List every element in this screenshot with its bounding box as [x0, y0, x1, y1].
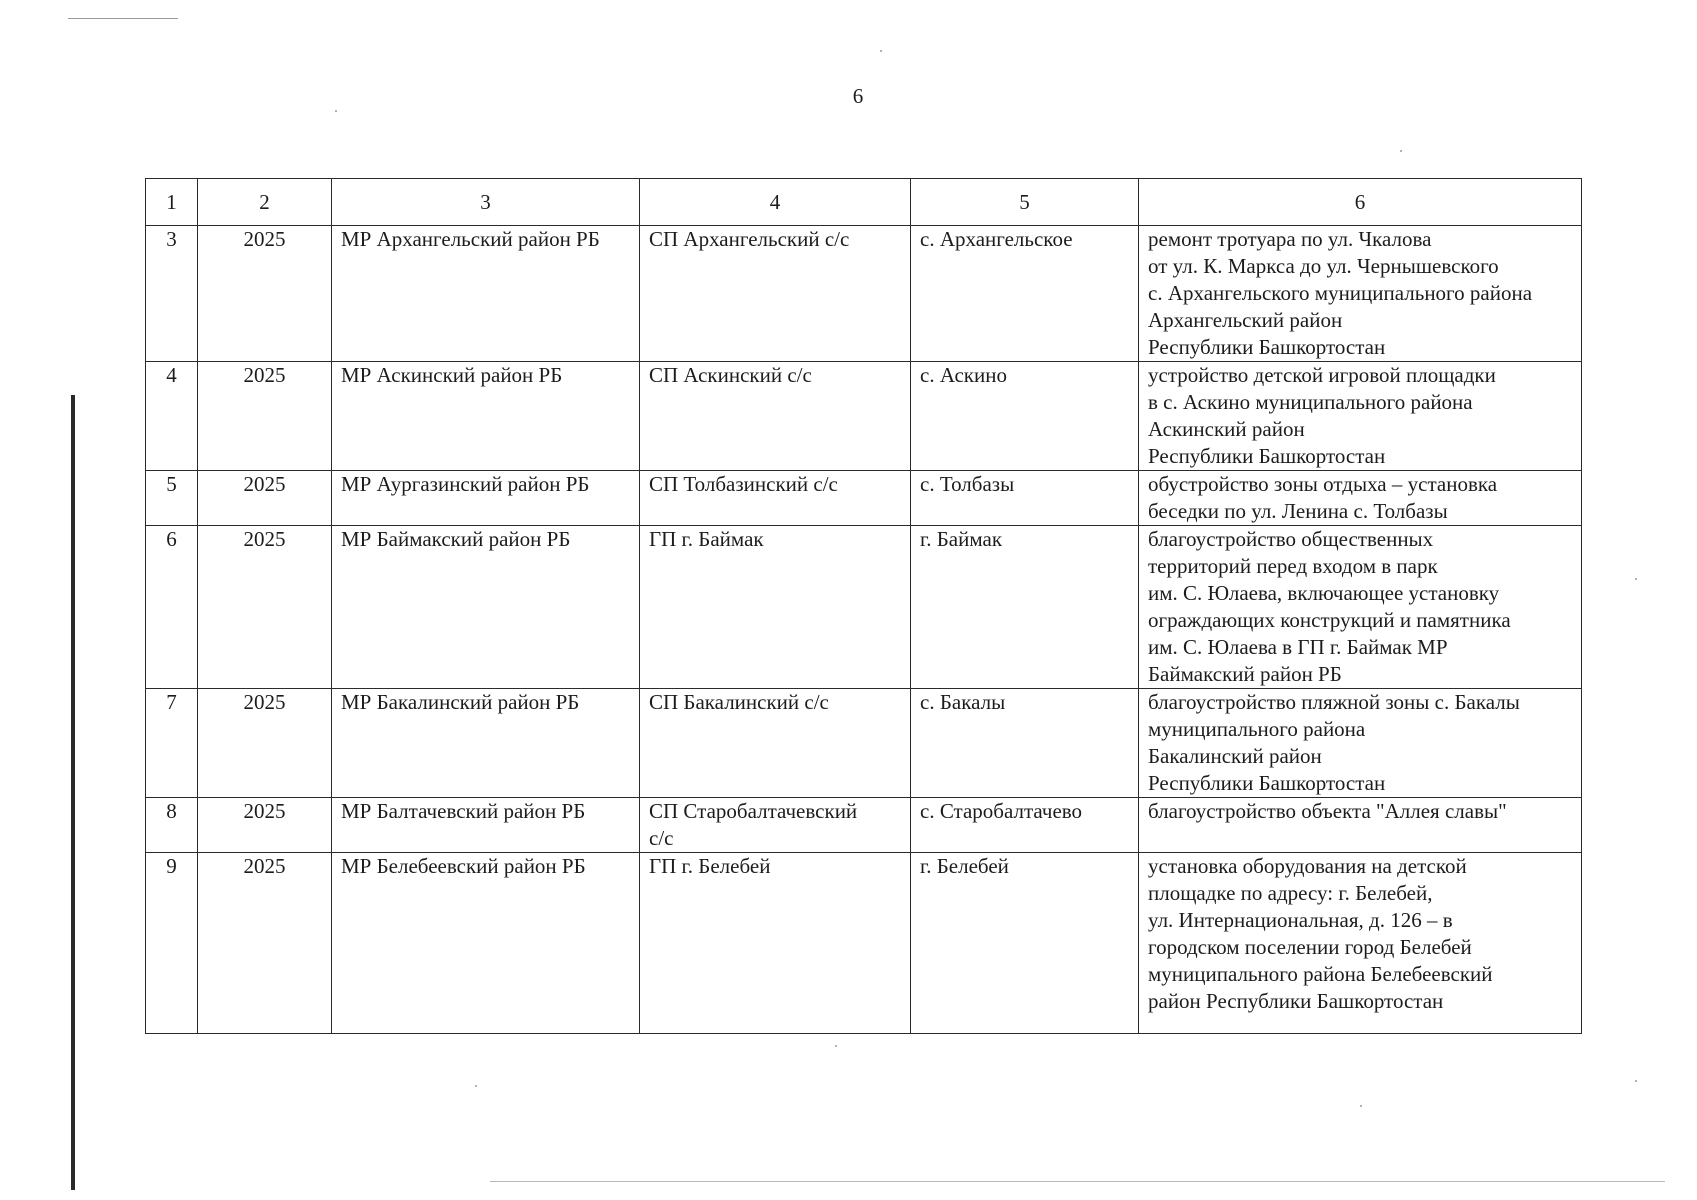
settlement-cell: [640, 362, 911, 471]
settlement-cell: [640, 226, 911, 362]
description-line: обустройство зоны отдыха – установка: [1148, 472, 1498, 496]
column-header: 4: [640, 179, 911, 226]
description-line: Архангельский район: [1148, 308, 1343, 332]
table-row: [146, 853, 1582, 1034]
description-line: территорий перед входом в парк: [1148, 554, 1438, 578]
table-row: [146, 798, 1582, 853]
district-cell: МР Белебеевский район РБ: [332, 853, 640, 1034]
year-cell: 2025: [198, 689, 332, 798]
scan-artifact-left-bar: [71, 395, 75, 1190]
scan-speck: [1360, 1105, 1362, 1107]
description-cell: [1139, 853, 1582, 1034]
table-row: [146, 526, 1582, 689]
description-line: устройство детской игровой площадки: [1148, 363, 1496, 387]
row-number-cell: 7: [146, 689, 198, 798]
description-line: с. Архангельского муниципального района: [1148, 281, 1533, 305]
table-header-row: [146, 179, 1582, 226]
description-line: Республики Башкортостан: [1148, 444, 1386, 468]
page-number: 6: [852, 84, 864, 108]
description-line: район Республики Башкортостан: [1148, 989, 1444, 1013]
description-line: ремонт тротуара по ул. Чкалова: [1148, 227, 1432, 251]
row-number-cell: 9: [146, 853, 198, 1034]
row-number-cell: 3: [146, 226, 198, 362]
row-number-cell: 8: [146, 798, 198, 853]
row-number-cell: 5: [146, 471, 198, 526]
description-line: благоустройство общественных: [1148, 527, 1434, 551]
projects-table: [145, 178, 1582, 1034]
district-cell: МР Балтачевский район РБ: [332, 798, 640, 853]
description-line: площадке по адресу: г. Белебей,: [1148, 881, 1433, 905]
locality-cell: с. Бакалы: [911, 689, 1139, 798]
description-line: Аскинский район: [1148, 417, 1305, 441]
column-header: 6: [1139, 179, 1582, 226]
settlement-cell: [640, 471, 911, 526]
district-cell: МР Аскинский район РБ: [332, 362, 640, 471]
description-line: благоустройство объекта "Аллея славы": [1148, 799, 1507, 823]
description-line: Республики Башкортостан: [1148, 335, 1386, 359]
description-line: ограждающих конструкций и памятника: [1148, 608, 1511, 632]
description-line: Республики Башкортостан: [1148, 771, 1386, 795]
settlement-line: ГП г. Белебей: [649, 854, 771, 878]
district-cell: МР Архангельский район РБ: [332, 226, 640, 362]
table-row: [146, 362, 1582, 471]
locality-cell: с. Толбазы: [911, 471, 1139, 526]
table-row: [146, 226, 1582, 362]
locality-cell: с. Аскино: [911, 362, 1139, 471]
year-cell: 2025: [198, 362, 332, 471]
scan-speck: [335, 110, 337, 112]
description-line: Бакалинский район: [1148, 744, 1322, 768]
scan-speck: [475, 1085, 477, 1087]
district-cell: МР Баймакский район РБ: [332, 526, 640, 689]
settlement-line: СП Архангельский с/с: [649, 227, 850, 251]
settlement-cell: [640, 853, 911, 1034]
locality-cell: с. Старобалтачево: [911, 798, 1139, 853]
table-row: [146, 689, 1582, 798]
locality-cell: с. Архангельское: [911, 226, 1139, 362]
scan-speck: [1400, 150, 1402, 152]
description-line: беседки по ул. Ленина с. Толбазы: [1148, 499, 1448, 523]
scan-speck: [1635, 578, 1637, 580]
description-line: ул. Интернациональная, д. 126 – в: [1148, 908, 1453, 932]
district-cell: МР Бакалинский район РБ: [332, 689, 640, 798]
settlement-line: ГП г. Баймак: [649, 527, 764, 551]
description-cell: [1139, 798, 1582, 853]
settlement-line: СП Старобалтачевский: [649, 799, 858, 823]
row-number-cell: 6: [146, 526, 198, 689]
column-header: 5: [911, 179, 1139, 226]
description-cell: [1139, 471, 1582, 526]
description-line: благоустройство пляжной зоны с. Бакалы: [1148, 690, 1520, 714]
description-line: им. С. Юлаева, включающее установку: [1148, 581, 1500, 605]
scan-speck: [880, 50, 882, 52]
description-line: от ул. К. Маркса до ул. Чернышевского: [1148, 254, 1499, 278]
description-cell: [1139, 526, 1582, 689]
year-cell: 2025: [198, 226, 332, 362]
settlement-line: СП Толбазинский с/с: [649, 472, 838, 496]
settlement-cell: [640, 798, 911, 853]
description-line: им. С. Юлаева в ГП г. Баймак МР: [1148, 635, 1448, 659]
description-line: муниципального района Белебеевский: [1148, 962, 1493, 986]
settlement-line: СП Аскинский с/с: [649, 363, 812, 387]
year-cell: 2025: [198, 798, 332, 853]
scan-speck: [1635, 1080, 1637, 1082]
description-cell: [1139, 226, 1582, 362]
scan-artifact-top: [68, 18, 178, 19]
scan-speck: [835, 1045, 837, 1047]
settlement-cell: [640, 689, 911, 798]
locality-cell: г. Баймак: [911, 526, 1139, 689]
scan-artifact-bottom: [490, 1181, 1665, 1182]
description-cell: [1139, 362, 1582, 471]
table-body: [146, 226, 1582, 1034]
settlement-line: с/с: [649, 826, 674, 850]
locality-cell: г. Белебей: [911, 853, 1139, 1034]
year-cell: 2025: [198, 471, 332, 526]
district-cell: МР Аургазинский район РБ: [332, 471, 640, 526]
row-number-cell: 4: [146, 362, 198, 471]
description-line: установка оборудования на детской: [1148, 854, 1467, 878]
year-cell: 2025: [198, 526, 332, 689]
year-cell: 2025: [198, 853, 332, 1034]
column-header: 3: [332, 179, 640, 226]
description-cell: [1139, 689, 1582, 798]
description-line: в с. Аскино муниципального района: [1148, 390, 1473, 414]
description-line: муниципального района: [1148, 717, 1366, 741]
settlement-cell: [640, 526, 911, 689]
table-row: [146, 471, 1582, 526]
description-line: городском поселении город Белебей: [1148, 935, 1472, 959]
description-line: Баймакский район РБ: [1148, 662, 1342, 686]
settlement-line: СП Бакалинский с/с: [649, 690, 829, 714]
column-header: 1: [146, 179, 198, 226]
column-header: 2: [198, 179, 332, 226]
